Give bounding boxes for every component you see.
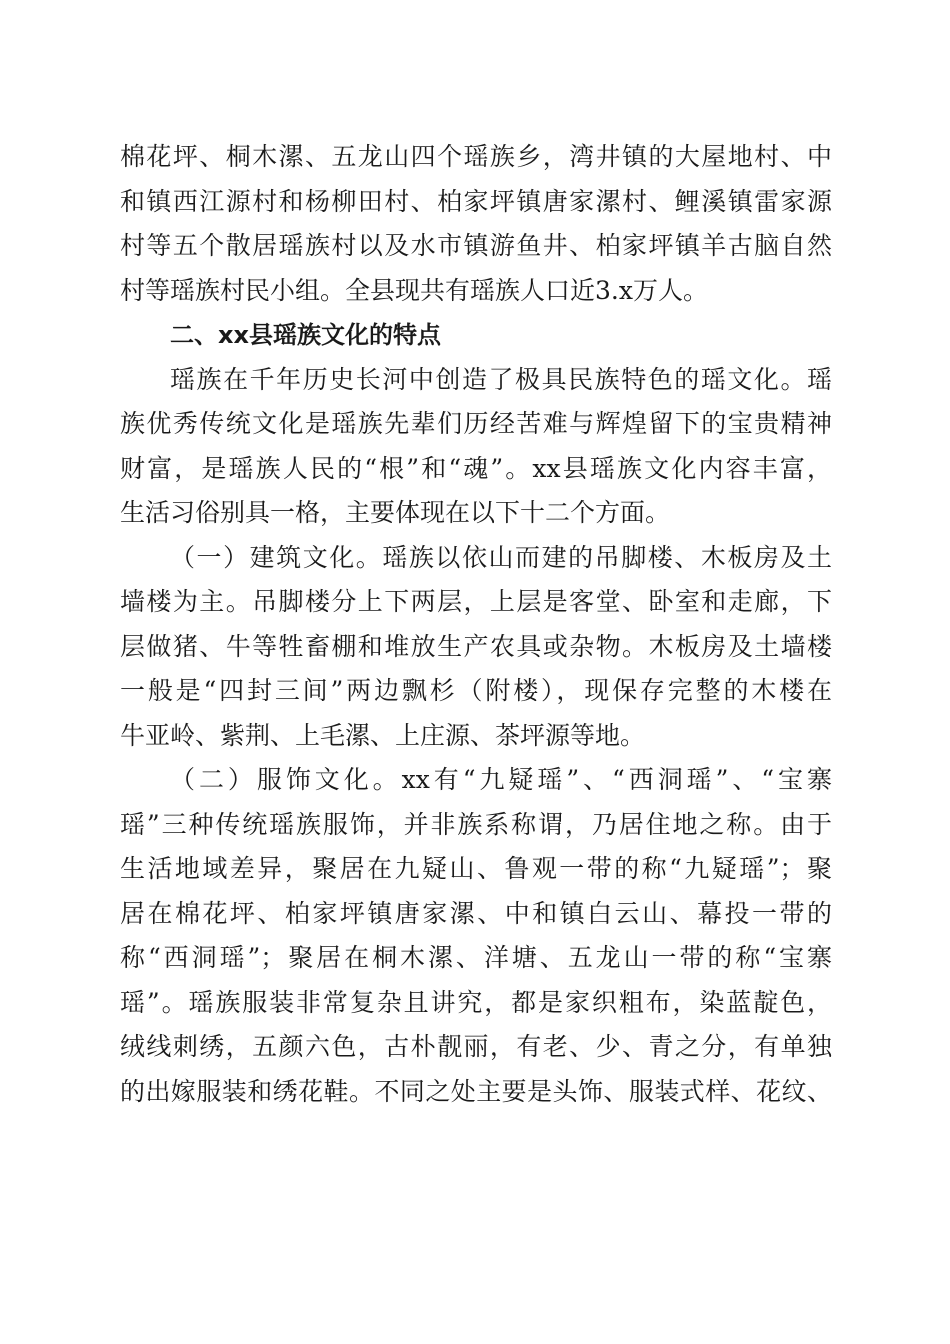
text-line: 和镇西江源村和杨柳田村、柏家坪镇唐家漯村、鲤溪镇雷家源 (120, 186, 832, 216)
text-line: 村等瑶族村民小组。全县现共有瑶族人口近3.x万人。 (120, 275, 708, 305)
paragraph-1 (120, 135, 832, 313)
text-line: 层做猪、牛等牲畜棚和堆放生产农具或杂物。木板房及土墙楼 (120, 631, 832, 661)
text-line: 墙楼为主。吊脚楼分上下两层，上层是客堂、卧室和走廊，下 (120, 587, 832, 616)
text-line: 棉花坪、桐木漯、五龙山四个瑶族乡，湾井镇的大屋地村、中 (120, 142, 832, 171)
section-heading: 二、xx县瑶族文化的特点 (170, 321, 441, 349)
paragraph-2 (120, 358, 832, 536)
text-line: 族优秀传统文化是瑶族先辈们历经苦难与辉煌留下的宝贵精神 (120, 409, 832, 438)
text-line: 居在棉花坪、柏家坪镇唐家漯、中和镇白云山、幕投一带的 (120, 898, 832, 928)
text-line: （一）建筑文化。瑶族以依山而建的吊脚楼、木板房及土 (170, 542, 832, 572)
text-line: 村等五个散居瑶族村以及水市镇游鱼井、柏家坪镇羊古脑自然 (120, 231, 832, 260)
text-line: 瑶族在千年历史长河中创造了极具民族特色的瑶文化。瑶 (170, 364, 832, 394)
text-line: 绒线刺绣，五颜六色，古朴靓丽，有老、少、青之分，有单独 (120, 1032, 832, 1061)
text-line: 的出嫁服装和绣花鞋。不同之处主要是头饰、服装式样、花纹、 (120, 1076, 832, 1106)
text-line: 生活地域差异，聚居在九疑山、鲁观一带的称“九疑瑶”；聚 (120, 854, 832, 883)
document-page (120, 135, 832, 1114)
text-line: 财富，是瑶族人民的“根”和“魂”。xx县瑶族文化内容丰富， (120, 453, 832, 483)
text-line: （二）服饰文化。xx有“九疑瑶”、“西洞瑶”、“宝寨 (170, 765, 832, 794)
paragraph-4 (120, 758, 832, 1114)
text-line: 生活习俗别具一格，主要体现在以下十二个方面。 (120, 498, 671, 527)
text-line: 一般是“四封三间”两边飘杉（附楼），现保存完整的木楼在 (120, 676, 832, 705)
paragraph-3 (120, 536, 832, 759)
text-line: 瑶”。瑶族服装非常复杂且讲究，都是家织粗布，染蓝靛色， (120, 987, 832, 1017)
text-line: 瑶”三种传统瑶族服饰，并非族系称谓，乃居住地之称。由于 (120, 809, 832, 839)
text-line: 称“西洞瑶”；聚居在桐木漯、洋塘、五龙山一带的称“宝寨 (120, 943, 832, 972)
text-line: 牛亚岭、紫荆、上毛漯、上庄源、茶坪源等地。 (120, 720, 646, 750)
